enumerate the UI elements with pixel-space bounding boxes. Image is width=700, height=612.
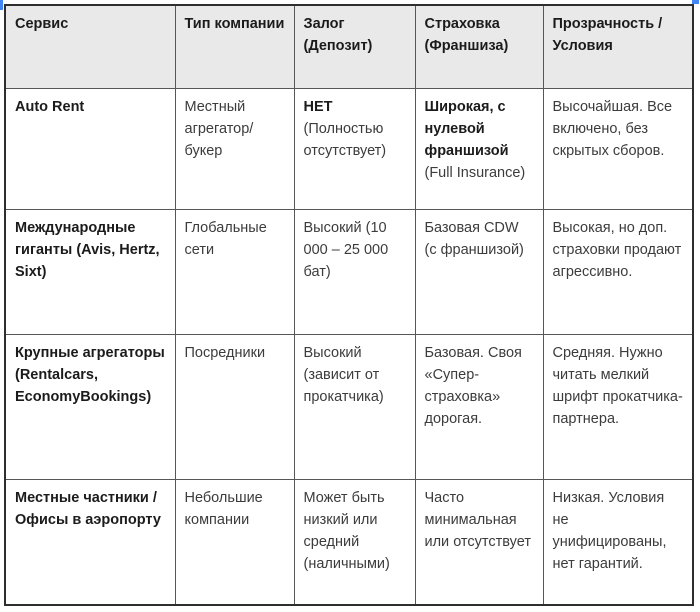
cell-text-segment: Широкая, с нулевой франшизой xyxy=(424,98,509,159)
cell-text-segment: Базовая. Своя «Супер-страховка» дорогая. xyxy=(424,344,522,427)
table-cell[interactable] xyxy=(5,334,175,479)
rental-services-comparison-table xyxy=(4,4,694,606)
table-row xyxy=(5,209,693,334)
table-cell[interactable] xyxy=(294,334,415,479)
table-cell[interactable] xyxy=(543,209,693,334)
table-cell[interactable] xyxy=(415,88,543,209)
cell-text-segment: Низкая. Условия не унифицированы, нет гарантий. xyxy=(552,489,667,572)
table-cell[interactable] xyxy=(175,334,294,479)
cell-text-segment: Высокий (10 000 – 25 000 бат) xyxy=(303,219,389,280)
column-header: Страховка (Франшиза) xyxy=(415,5,543,88)
table-cell[interactable] xyxy=(175,209,294,334)
table-cell[interactable] xyxy=(415,209,543,334)
table-cell[interactable] xyxy=(5,88,175,209)
table-cell[interactable] xyxy=(294,88,415,209)
table-cell[interactable] xyxy=(543,479,693,605)
cell-text-segment: НЕТ xyxy=(303,98,333,115)
cell-text-segment: (Полностью отсутствует) xyxy=(303,120,387,159)
cell-text-segment: Высокая, но доп. страховки продают агрессивно. xyxy=(552,219,682,280)
table-cell[interactable] xyxy=(5,479,175,605)
table-cell[interactable] xyxy=(543,88,693,209)
table-cell[interactable] xyxy=(175,479,294,605)
cell-text-segment: Средняя. Нужно читать мелкий шрифт прокатчика-партнера. xyxy=(552,344,683,427)
cell-text-segment: Глобальные сети xyxy=(184,219,267,258)
cell-text-segment: Auto Rent xyxy=(15,98,85,115)
cell-text-segment: Местные частники / Офисы в аэропорту xyxy=(15,489,161,528)
table-row xyxy=(5,88,693,209)
column-header: Тип компании xyxy=(175,5,294,88)
table-cell[interactable] xyxy=(5,209,175,334)
cell-text-segment: Крупные агрегаторы (Rentalcars, EconomyBookings) xyxy=(15,344,165,405)
table-cell[interactable] xyxy=(175,88,294,209)
table-cell[interactable] xyxy=(294,209,415,334)
cell-text-segment: Небольшие компании xyxy=(184,489,263,528)
cell-text-segment: Посредники xyxy=(184,344,266,361)
header-row xyxy=(5,5,693,88)
cell-text-segment: Местный агрегатор/букер xyxy=(184,98,254,159)
cell-text-segment: Часто минимальная или отсутствует xyxy=(424,489,531,550)
column-header: Сервис xyxy=(5,5,175,88)
table-cell[interactable] xyxy=(415,479,543,605)
cell-text-segment: Может быть низкий или средний (наличными) xyxy=(303,489,390,572)
table-cell[interactable] xyxy=(415,334,543,479)
cell-text-segment: Высочайшая. Все включено, без скрытых сборов. xyxy=(552,98,673,159)
table-row xyxy=(5,479,693,605)
table-selection-handle-left[interactable] xyxy=(0,0,3,10)
table-cell[interactable] xyxy=(294,479,415,605)
cell-text-segment: Базовая CDW (с франшизой) xyxy=(424,219,524,258)
column-header: Прозрачность / Условия xyxy=(543,5,693,88)
cell-text-segment: Высокий (зависит от прокатчика) xyxy=(303,344,384,405)
table-cell[interactable] xyxy=(543,334,693,479)
cell-text-segment: (Full Insurance) xyxy=(424,164,526,181)
column-header: Залог (Депозит) xyxy=(294,5,415,88)
cell-text-segment: Международные гиганты (Avis, Hertz, Sixt) xyxy=(15,219,160,280)
table-row xyxy=(5,334,693,479)
